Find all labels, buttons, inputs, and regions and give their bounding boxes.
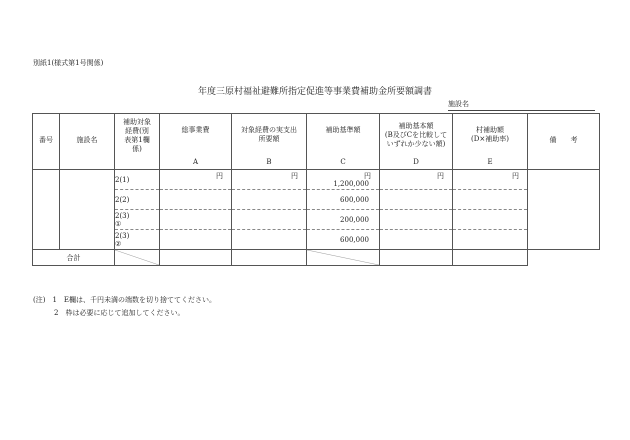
header-standard: 補助基準額 C bbox=[307, 114, 380, 170]
document-title: 年度三原村福祉避難所指定促進等事業費補助金所要額調書 bbox=[197, 87, 432, 97]
total-label: 合計 bbox=[33, 250, 115, 266]
header-number: 番号 bbox=[33, 114, 60, 170]
target-expense-cell[interactable] bbox=[232, 190, 307, 210]
header-row bbox=[33, 114, 600, 170]
total-base-amount-cell[interactable] bbox=[380, 250, 453, 266]
note-2: 2 枠は必要に応じて追加してください。 bbox=[33, 309, 185, 317]
village-subsidy-cell[interactable] bbox=[453, 210, 528, 230]
target-expense-cell[interactable] bbox=[232, 230, 307, 250]
budget-table bbox=[32, 113, 600, 266]
facility-name-label: 施設名 bbox=[448, 100, 469, 108]
total-row bbox=[33, 250, 600, 266]
standard-cell: 200,000 bbox=[307, 210, 380, 230]
category-cell: 2(3) ② bbox=[115, 230, 160, 250]
total-target-expense-cell[interactable] bbox=[232, 250, 307, 266]
total-cost-cell[interactable] bbox=[160, 230, 232, 250]
village-subsidy-cell[interactable] bbox=[453, 230, 528, 250]
header-total-cost: 総事業費 A bbox=[160, 114, 232, 170]
base-amount-cell[interactable] bbox=[380, 230, 453, 250]
category-cell: 2(3) ① bbox=[115, 210, 160, 230]
total-village-subsidy-cell[interactable] bbox=[453, 250, 528, 266]
standard-cell: 600,000 bbox=[307, 230, 380, 250]
target-expense-cell[interactable]: 円 bbox=[232, 170, 307, 190]
target-expense-cell[interactable] bbox=[232, 210, 307, 230]
form-label: 別紙1(様式第1号関係) bbox=[33, 59, 104, 67]
header-remarks: 備 考 bbox=[528, 114, 600, 170]
total-cost-cell[interactable] bbox=[160, 190, 232, 210]
village-subsidy-cell[interactable] bbox=[453, 190, 528, 210]
category-cell: 2(1) bbox=[115, 170, 160, 190]
table-row bbox=[33, 190, 600, 210]
base-amount-cell[interactable] bbox=[380, 190, 453, 210]
total-cost-cell[interactable] bbox=[160, 210, 232, 230]
total-empty bbox=[528, 250, 600, 266]
header-subsidy-target: 補助対象 経費(別 表第1欄 係) bbox=[115, 114, 160, 170]
header-base-amount: 補助基本額 (B及びCを比較して いずれか少ない額) D bbox=[380, 114, 453, 170]
facility-name-field[interactable] bbox=[448, 99, 595, 111]
header-target-expense: 対象経費の実支出 所要額 B bbox=[232, 114, 307, 170]
header-village-subsidy: 村補助額 (D×補助率) E bbox=[453, 114, 528, 170]
category-cell: 2(2) bbox=[115, 190, 160, 210]
table-row bbox=[33, 170, 600, 190]
base-amount-cell[interactable] bbox=[380, 210, 453, 230]
standard-cell: 600,000 bbox=[307, 190, 380, 210]
total-standard-slash bbox=[307, 250, 380, 266]
table-row bbox=[33, 210, 600, 230]
note-1: (注) 1 E欄は、千円未満の端数を切り捨ててください。 bbox=[33, 296, 217, 304]
remarks-cell[interactable] bbox=[528, 170, 600, 250]
facility-name-cell[interactable] bbox=[60, 170, 115, 250]
header-facility-name: 施設名 bbox=[60, 114, 115, 170]
standard-cell: 円 1,200,000 bbox=[307, 170, 380, 190]
total-cost-cell[interactable]: 円 bbox=[160, 170, 232, 190]
village-subsidy-cell[interactable]: 円 bbox=[453, 170, 528, 190]
number-cell[interactable] bbox=[33, 170, 60, 250]
base-amount-cell[interactable]: 円 bbox=[380, 170, 453, 190]
total-total-cost-cell[interactable] bbox=[160, 250, 232, 266]
total-category-slash bbox=[115, 250, 160, 266]
table-row bbox=[33, 230, 600, 250]
